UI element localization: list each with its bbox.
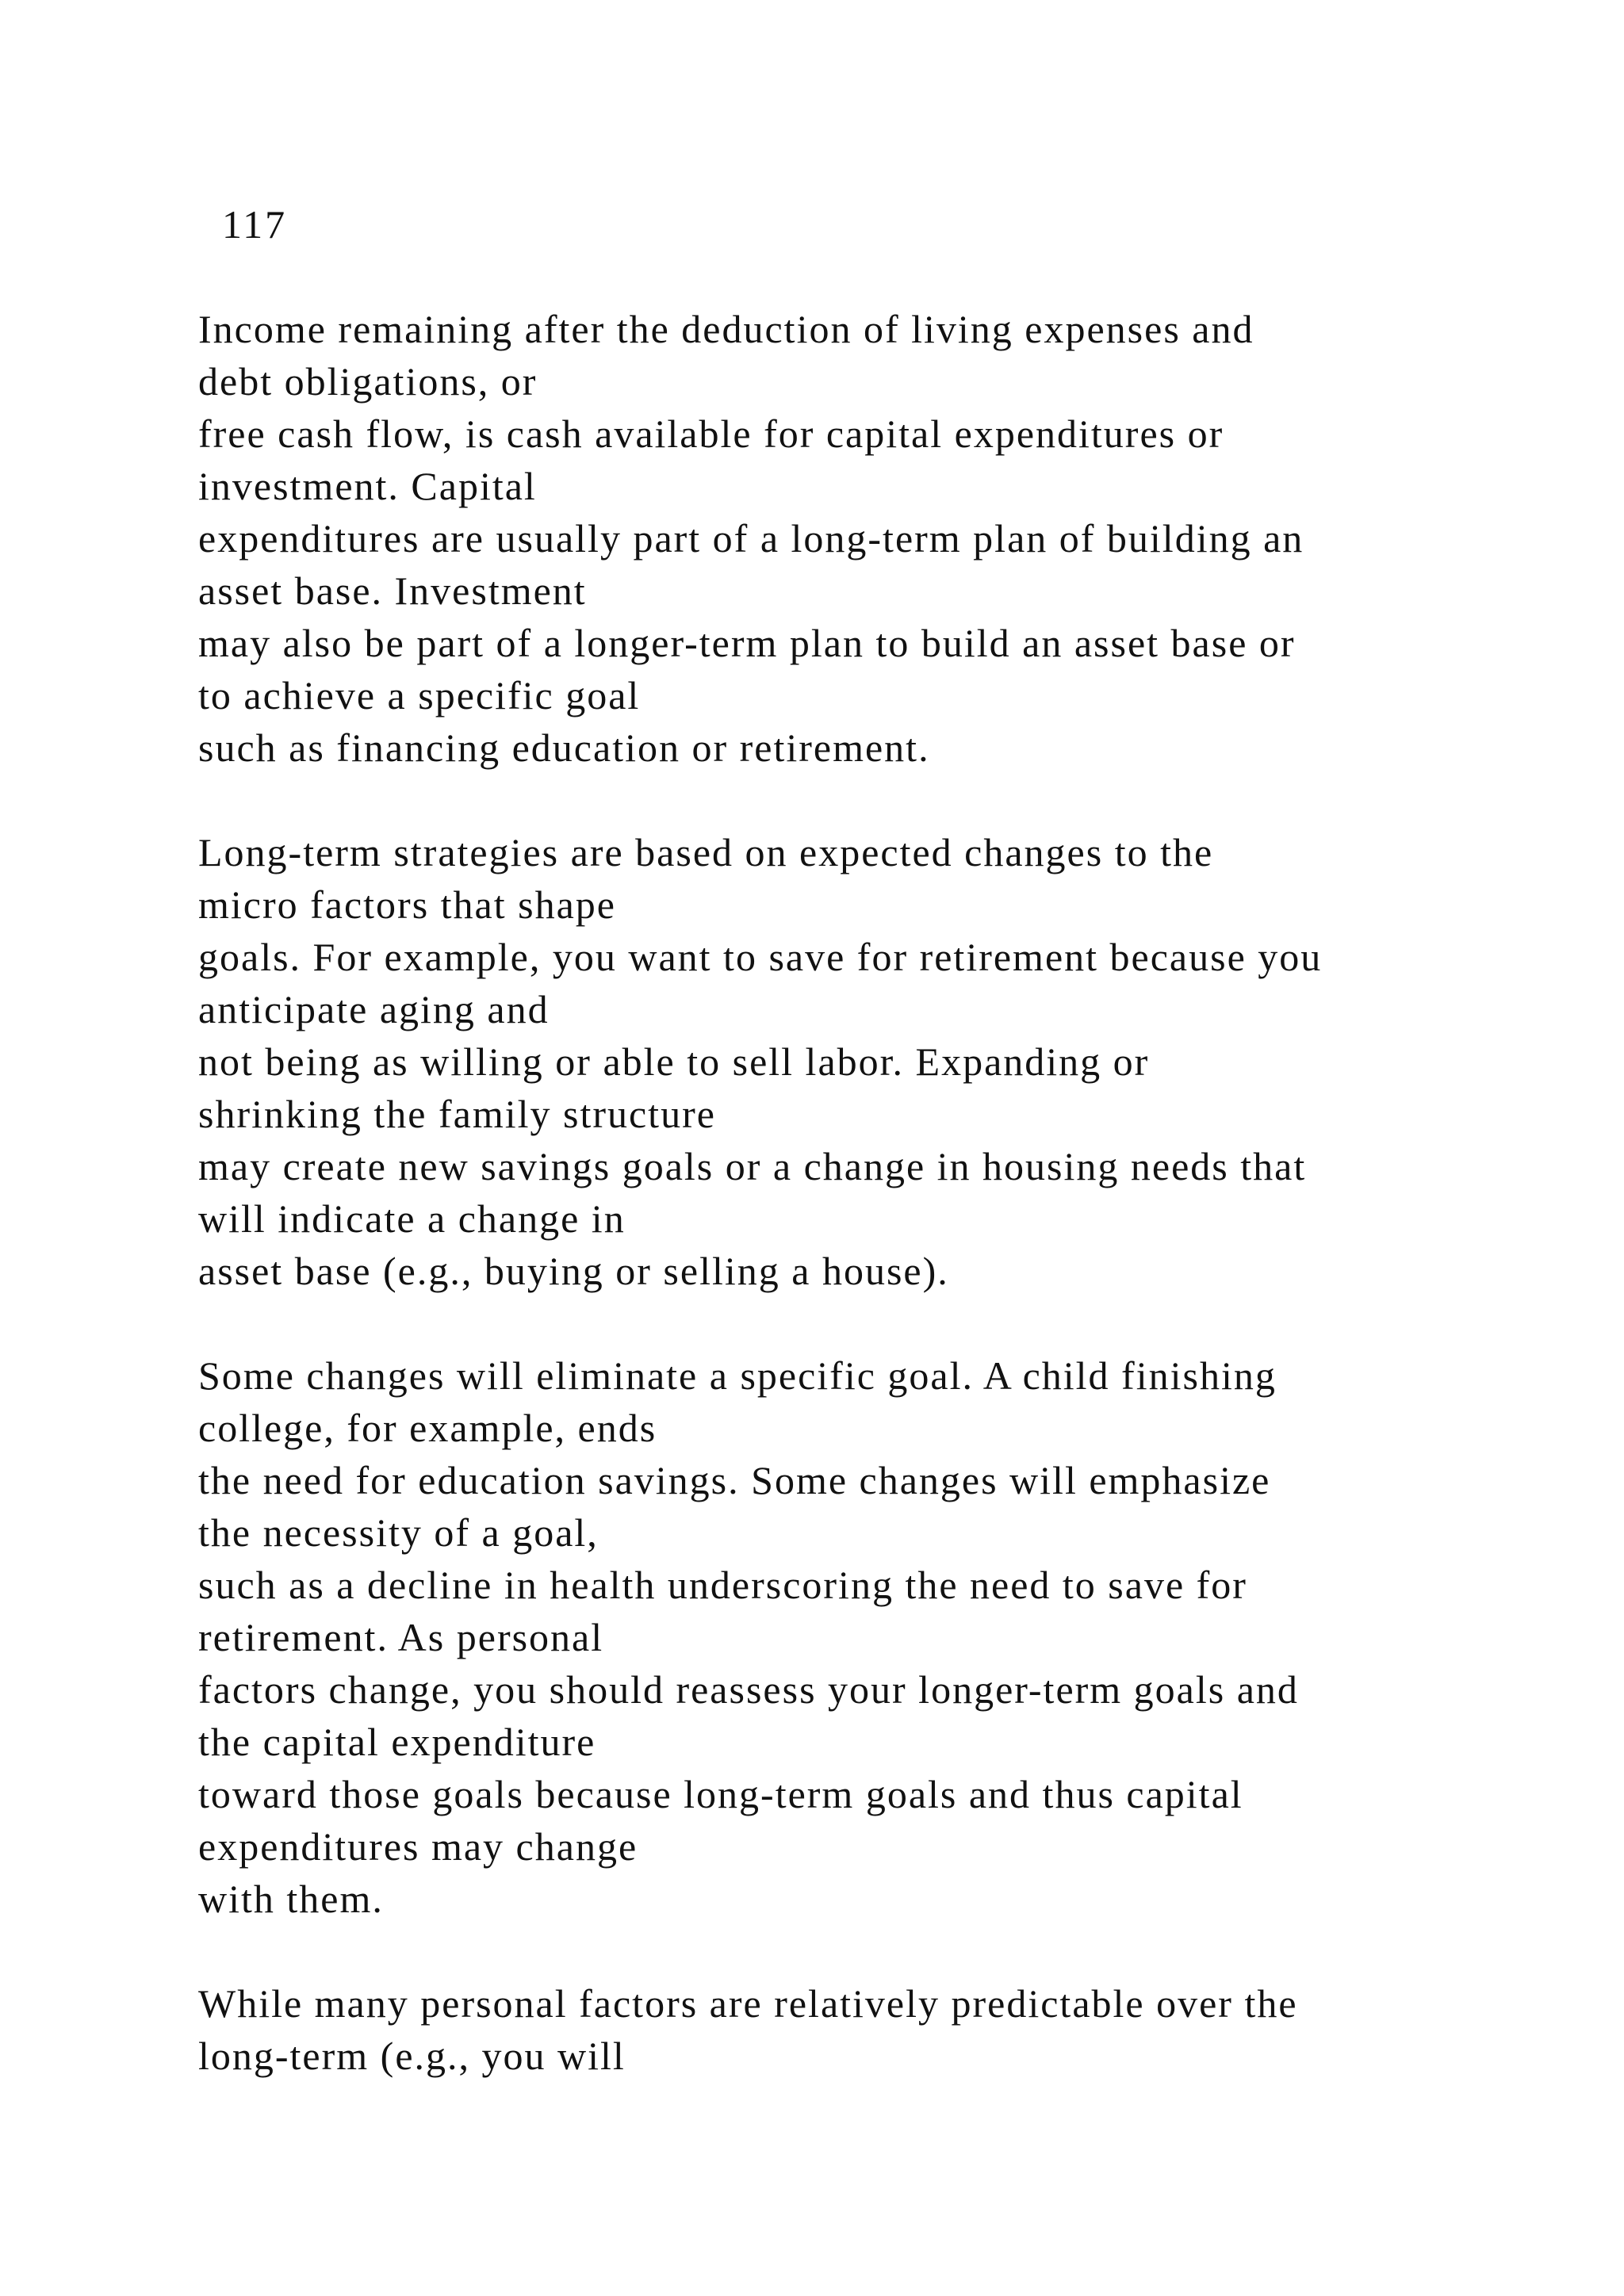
text-line: may create new savings goals or a change in housing needs that [198,1144,1307,1188]
text-line: micro factors that shape [198,882,616,927]
paragraph [198,303,1594,774]
text-line: investment. Capital [198,464,537,508]
text-line: factors change, you should reassess your longer-term goals and [198,1667,1299,1712]
paragraph [198,1977,1594,2082]
text-line: anticipate aging and [198,987,550,1031]
page-number: 117 [222,202,288,247]
text-line: toward those goals because long-term goals and thus capital [198,1772,1243,1816]
paragraph [198,826,1594,1297]
text-line: goals. For example, you want to save for retirement because you [198,935,1323,979]
text-line: with them. [198,1877,384,1921]
text-line: may also be part of a longer-term plan to build an asset base or [198,621,1296,665]
text-line: such as financing education or retirement. [198,725,930,770]
paragraph [198,1349,1594,1925]
text-line: expenditures are usually part of a long-term plan of building an [198,516,1304,561]
text-line: Some changes will eliminate a specific goal. A child finishing [198,1353,1277,1398]
text-line: debt obligations, or [198,359,538,404]
text-line: free cash flow, is cash available for capital expenditures or [198,411,1224,456]
text-line: shrinking the family structure [198,1092,716,1136]
text-line: While many personal factors are relatively predictable over the [198,1981,1298,2026]
text-line: the need for education savings. Some changes will emphasize [198,1458,1271,1502]
text-line: expenditures may change [198,1824,638,1869]
text-line: long-term (e.g., you will [198,2034,626,2078]
text-line: the capital expenditure [198,1720,596,1764]
text-line: college, for example, ends [198,1406,657,1450]
text-line: the necessity of a goal, [198,1510,599,1555]
text-line: such as a decline in health underscoring the need to save for [198,1563,1247,1607]
text-line: asset base. Investment [198,568,587,613]
text-line: retirement. As personal [198,1615,604,1659]
text-line: Income remaining after the deduction of living expenses and [198,307,1254,351]
text-line: to achieve a specific goal [198,673,641,718]
text-line: Long-term strategies are based on expected changes to the [198,830,1214,874]
text-line: will indicate a change in [198,1196,626,1241]
document-body [198,303,1594,2134]
text-line: not being as willing or able to sell labor. Expanding or [198,1039,1150,1084]
text-line: asset base (e.g., buying or selling a house). [198,1249,949,1293]
